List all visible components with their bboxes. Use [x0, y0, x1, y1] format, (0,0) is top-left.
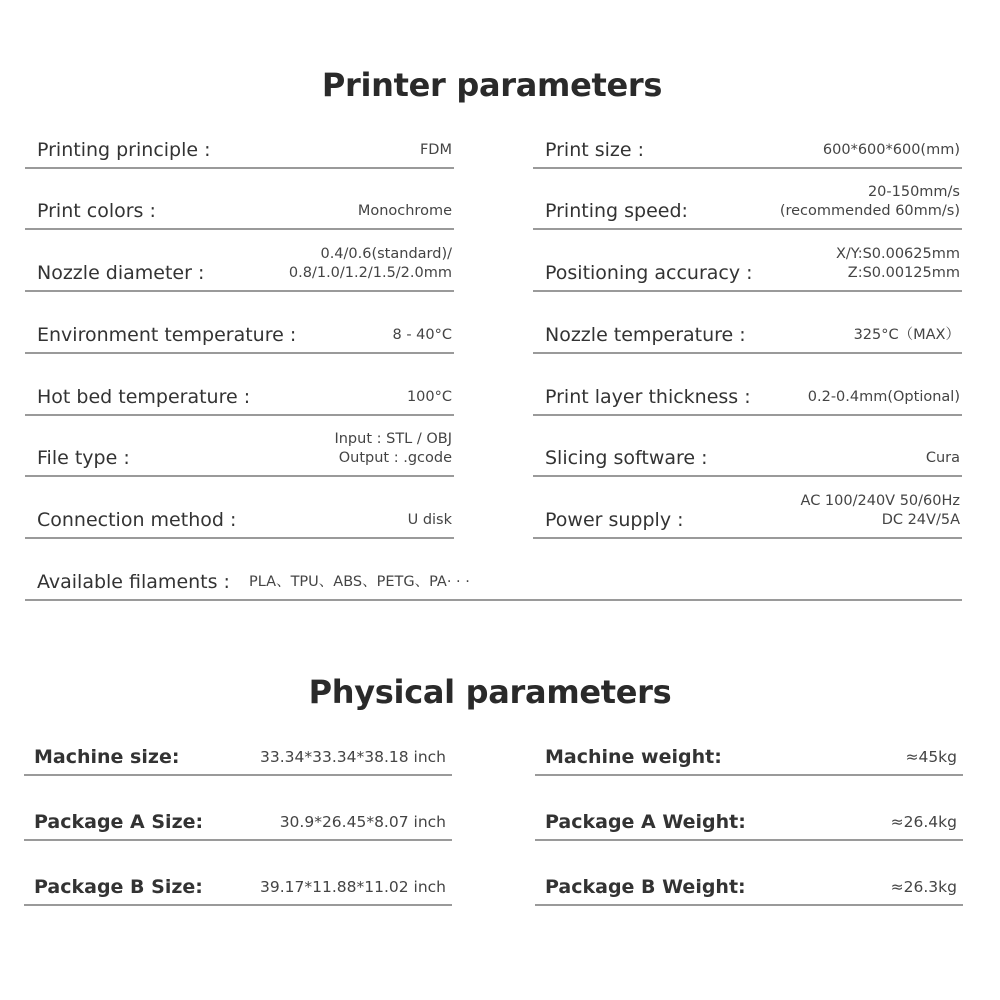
spec-label: Printing speed:	[545, 200, 688, 222]
spec-row-printing-speed	[533, 180, 962, 230]
spec-label: Printing principle :	[37, 139, 211, 161]
spec-label: Print colors :	[37, 200, 156, 222]
spec-label: File type :	[37, 447, 130, 469]
spec-row-machine-size	[24, 733, 452, 776]
spec-label: Machine weight:	[545, 746, 722, 768]
spec-value: Monochrome	[357, 203, 452, 219]
spec-value: 8 - 40°C	[392, 327, 452, 343]
spec-row-environment-temperature	[25, 312, 454, 354]
physical-parameters-title: Physical parameters	[308, 673, 672, 711]
spec-label: Machine size:	[34, 746, 180, 768]
spec-row-package-b-weight	[535, 863, 963, 906]
spec-label: Positioning accuracy :	[545, 262, 753, 284]
spec-label: Available filaments :	[37, 571, 230, 593]
spec-value: Input : STL / OBJ Output : .gcode	[334, 431, 452, 466]
spec-row-connection-method	[25, 496, 454, 539]
spec-value: AC 100/240V 50/60Hz DC 24V/5A	[800, 493, 960, 528]
spec-label: Package A Size:	[34, 811, 204, 833]
spec-value: U disk	[407, 512, 452, 528]
spec-row-hot-bed-temperature	[25, 373, 454, 416]
spec-label: Print size :	[545, 139, 645, 161]
spec-label: Nozzle temperature :	[545, 324, 746, 346]
spec-row-printing-principle	[25, 126, 454, 169]
spec-label: Print layer thickness :	[545, 386, 751, 408]
spec-value: 0.2-0.4mm(Optional)	[807, 389, 960, 405]
spec-value: Cura	[925, 450, 960, 466]
spec-row-package-b-size	[24, 863, 452, 906]
spec-label: Nozzle diameter :	[37, 262, 205, 284]
spec-label: Hot bed temperature :	[37, 386, 251, 408]
spec-value: 30.9*26.45*8.07 inch	[279, 813, 446, 831]
spec-value: ≈45kg	[905, 748, 957, 766]
spec-label: Slicing software :	[545, 447, 708, 469]
spec-value: FDM	[419, 142, 452, 158]
spec-value: X/Y:S0.00625mm Z:S0.00125mm	[835, 246, 960, 281]
spec-row-available-filaments	[25, 558, 962, 601]
spec-row-print-size	[533, 126, 962, 169]
printer-parameters-title: Printer parameters	[321, 66, 663, 104]
spec-row-print-layer-thickness	[533, 373, 962, 416]
spec-value: 33.34*33.34*38.18 inch	[259, 748, 446, 766]
spec-row-nozzle-temperature	[533, 312, 962, 354]
spec-row-file-type	[25, 427, 454, 477]
spec-label: Package B Weight:	[545, 876, 746, 898]
spec-value: 325°C（MAX）	[853, 327, 960, 343]
spec-value: 0.4/0.6(standard)/ 0.8/1.0/1.2/1.5/2.0mm	[288, 246, 452, 281]
spec-row-print-colors	[25, 186, 454, 230]
spec-label: Environment temperature :	[37, 324, 297, 346]
spec-label: Package A Weight:	[545, 811, 746, 833]
spec-row-package-a-size	[24, 798, 452, 841]
spec-label: Package B Size:	[34, 876, 203, 898]
spec-value: 100°C	[406, 389, 452, 405]
spec-row-power-supply	[533, 488, 962, 539]
spec-label: Power supply :	[545, 509, 684, 531]
spec-row-positioning-accuracy	[533, 245, 962, 292]
spec-row-nozzle-diameter	[25, 245, 454, 292]
spec-row-slicing-software	[533, 434, 962, 477]
spec-label: Connection method :	[37, 509, 237, 531]
spec-value: ≈26.3kg	[890, 878, 957, 896]
spec-row-package-a-weight	[535, 798, 963, 841]
spec-value: 600*600*600(mm)	[822, 142, 960, 158]
spec-row-machine-weight	[535, 733, 963, 776]
spec-value: PLA、TPU、ABS、PETG、PA· · ·	[249, 574, 470, 590]
spec-value: 39.17*11.88*11.02 inch	[259, 878, 446, 896]
spec-value: ≈26.4kg	[890, 813, 957, 831]
spec-value: 20-150mm/s (recommended 60mm/s)	[779, 184, 960, 219]
